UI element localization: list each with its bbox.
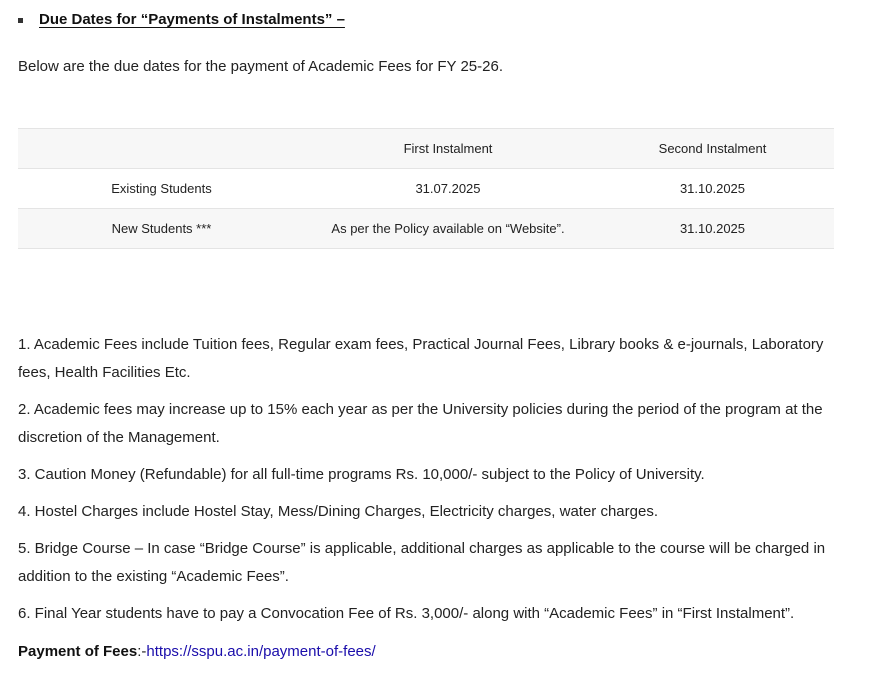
header-first-instalment: First Instalment: [305, 129, 591, 169]
row-first-date: As per the Policy available on “Website”.: [305, 209, 591, 249]
table-header-row: [18, 129, 834, 169]
row-first-date: 31.07.2025: [305, 169, 591, 209]
table-row: [18, 209, 834, 249]
payment-of-fees: [18, 643, 376, 660]
header-second-instalment: Second Instalment: [591, 129, 834, 169]
row-second-date: 31.10.2025: [591, 169, 834, 209]
due-dates-table: [18, 128, 834, 249]
payment-label: Payment of Fees: [18, 643, 138, 660]
intro-text: Below are the due dates for the payment of Academic Fees for FY 25-26.: [18, 58, 503, 75]
payment-link[interactable]: https://sspu.ac.in/payment-of-fees/: [146, 643, 376, 660]
header-cell-empty: [18, 129, 305, 169]
due-dates-heading: [18, 11, 345, 28]
payment-separator: :-: [137, 643, 147, 660]
note-item: 6. Final Year students have to pay a Convocation Fee of Rs. 3,000/- along with “Academic Fees” in “First Instalment”.: [18, 605, 795, 622]
table-row: [18, 169, 834, 209]
bullet-square-icon: [18, 18, 23, 23]
note-item: 2. Academic fees may increase up to 15% each year as per the University policies during the period of the program at the discretion of the Management.: [18, 401, 823, 446]
note-item: 4. Hostel Charges include Hostel Stay, Mess/Dining Charges, Electricity charges, water charges.: [18, 503, 658, 520]
row-second-date: 31.10.2025: [591, 209, 834, 249]
note-item: 3. Caution Money (Refundable) for all full-time programs Rs. 10,000/- subject to the Policy of University.: [18, 466, 705, 483]
note-item: 1. Academic Fees include Tuition fees, Regular exam fees, Practical Journal Fees, Library books & e-journals, Laboratory fees, Health Facilities Etc.: [18, 336, 824, 381]
heading-text: Due Dates for “Payments of Instalments” –: [39, 11, 345, 28]
note-item: 5. Bridge Course – In case “Bridge Course” is applicable, additional charges as applicable to the course will be charged in addition to the existing “Academic Fees”.: [18, 540, 826, 585]
fee-notes: [18, 331, 834, 637]
row-label: New Students ***: [18, 209, 305, 249]
row-label: Existing Students: [18, 169, 305, 209]
